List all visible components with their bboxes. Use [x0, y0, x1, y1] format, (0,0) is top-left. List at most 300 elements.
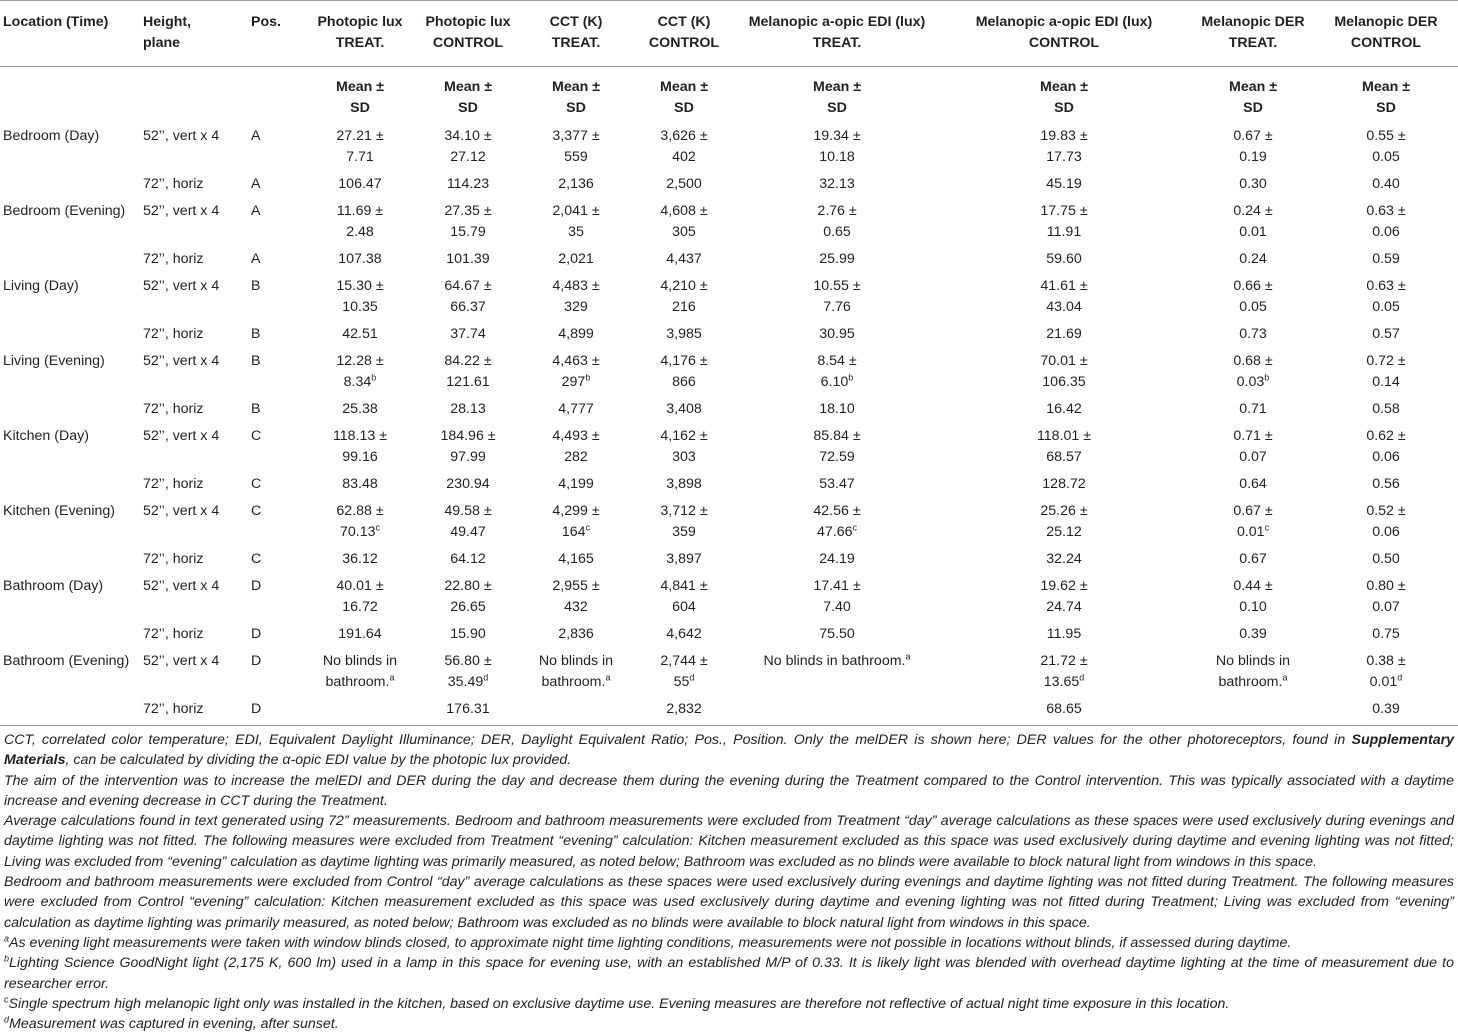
value-line: 4,165 — [558, 551, 594, 567]
height-plane-cell: 52’’, vert x 4 — [143, 653, 220, 669]
value-line: 66.37 — [450, 299, 486, 315]
mean-sd-label — [738, 67, 936, 124]
melanopic-edi-control-cell — [936, 696, 1192, 726]
value-line: 4,608 ± — [660, 203, 708, 219]
melanopic-edi-treatment-cell — [738, 321, 936, 348]
value-line: 0.67 — [1239, 551, 1267, 567]
melanopic-der-control-cell — [1314, 573, 1458, 621]
value-line: 4,777 — [558, 401, 594, 417]
value-line: 0.75 — [1372, 626, 1400, 642]
value-line: 0.72 ± — [1366, 353, 1406, 369]
value-line: 4,299 ± — [552, 503, 600, 519]
column-header-line: Pos. — [251, 14, 281, 30]
value-line: 15.90 — [450, 626, 486, 642]
position-cell: C — [251, 503, 262, 519]
table-row — [0, 546, 1458, 573]
melanopic-edi-treatment-cell — [738, 621, 936, 648]
value-line: 2,836 — [558, 626, 594, 642]
footnote-marker: b — [4, 953, 10, 964]
footnote-marker: c — [852, 522, 857, 533]
value-line: 16.42 — [1046, 401, 1082, 417]
value-line: 3,408 — [666, 401, 702, 417]
table-row — [0, 198, 1458, 246]
cct-control-cell — [630, 123, 738, 171]
footnote-marker: a — [1282, 672, 1288, 683]
value-line: 191.64 — [338, 626, 382, 642]
column-header — [1192, 1, 1314, 67]
location-cell — [0, 621, 140, 648]
cct-treatment-cell — [522, 546, 630, 573]
value-line: 0.05 — [1239, 299, 1267, 315]
value-line: 0.52 ± — [1366, 503, 1406, 519]
melanopic-edi-control-cell — [936, 498, 1192, 546]
table-row — [0, 246, 1458, 273]
column-header-line: TREAT. — [551, 35, 601, 51]
value-line: 85.84 ± — [813, 428, 861, 444]
value-line: 0.63 ± — [1366, 203, 1406, 219]
column-header-line: CONTROL — [432, 35, 504, 51]
value-line: 0.62 ± — [1366, 428, 1406, 444]
value-line: 0.01 — [1239, 224, 1267, 240]
value-line: 21.69 — [1046, 326, 1082, 342]
mean-sd-line: SD — [674, 100, 694, 116]
photopic-lux-control-cell — [414, 396, 522, 423]
empty-cell — [248, 67, 306, 124]
photopic-lux-treatment-cell — [306, 423, 414, 471]
value-line: 114.23 — [446, 176, 490, 192]
position-cell: B — [251, 278, 261, 294]
column-header-line: CONTROL — [648, 35, 720, 51]
value-line: 17.41 ± — [813, 578, 861, 594]
mean-sd-line: SD — [1054, 100, 1074, 116]
value-line: 432 — [564, 599, 588, 615]
column-header — [630, 1, 738, 67]
value-line: 0.64 — [1239, 476, 1267, 492]
melanopic-edi-treatment-cell — [738, 396, 936, 423]
footnote-marker: a — [605, 672, 611, 683]
mean-sd-line: Mean ± — [660, 79, 708, 95]
footnote-marker: b — [585, 372, 591, 383]
photopic-lux-treatment-cell — [306, 273, 414, 321]
mean-sd-label — [414, 67, 522, 124]
location-cell: Living (Evening) — [3, 353, 105, 369]
location-cell — [0, 246, 140, 273]
value-line: 19.62 ± — [1040, 578, 1088, 594]
melanopic-der-control-cell — [1314, 648, 1458, 696]
value-line: 68.65 — [1046, 701, 1082, 717]
melanopic-edi-control-cell — [936, 321, 1192, 348]
column-header — [0, 1, 140, 67]
value-line: 0.71 ± — [1233, 428, 1273, 444]
value-line: 27.21 ± — [336, 128, 384, 144]
value-line: 7.71 — [346, 149, 374, 165]
photopic-lux-control-cell — [414, 423, 522, 471]
value-line: 0.07 — [1372, 599, 1400, 615]
melanopic-der-control-cell — [1314, 198, 1458, 246]
footnote-marker: d — [689, 672, 695, 683]
height-plane-cell: 72’’, horiz — [143, 626, 204, 642]
cct-control-cell — [630, 321, 738, 348]
melanopic-der-control-cell — [1314, 321, 1458, 348]
value-line: 0.01 — [1236, 524, 1265, 540]
melanopic-der-treatment-cell — [1192, 123, 1314, 171]
mean-sd-label — [630, 67, 738, 124]
value-line: 25.38 — [342, 401, 378, 417]
melanopic-edi-treatment-cell — [738, 198, 936, 246]
cct-control-cell — [630, 546, 738, 573]
value-line: 45.19 — [1046, 176, 1082, 192]
value-line: 297 — [561, 374, 586, 390]
value-line: 0.40 — [1372, 176, 1400, 192]
position-cell: A — [251, 176, 261, 192]
value-line: 25.12 — [1046, 524, 1082, 540]
value-line: 47.66 — [816, 524, 853, 540]
note-text: CCT, correlated color temperature; EDI, Equivalent Daylight Illuminance; DER, Daylight Equivalent Ratio; Pos., Position. Only the melDER is shown here; DER values for the other photoreceptors, found in — [4, 732, 1352, 748]
mean-sd-line: SD — [1243, 100, 1263, 116]
cct-treatment-cell — [522, 696, 630, 726]
photopic-lux-control-cell — [414, 648, 522, 696]
cct-treatment-cell — [522, 621, 630, 648]
value-line: 25.99 — [819, 251, 855, 267]
height-plane-cell: 52’’, vert x 4 — [143, 203, 220, 219]
value-line: 2,832 — [666, 701, 702, 717]
value-line: 43.04 — [1046, 299, 1082, 315]
value-line: 118.13 ± — [332, 428, 388, 444]
value-line: 7.40 — [823, 599, 851, 615]
value-line: 0.67 ± — [1233, 503, 1273, 519]
value-line: 25.26 ± — [1040, 503, 1088, 519]
value-line: 75.50 — [819, 626, 855, 642]
value-line: 0.24 — [1239, 251, 1267, 267]
value-line: 0.63 ± — [1366, 278, 1406, 294]
cct-control-cell — [630, 246, 738, 273]
photopic-lux-treatment-cell — [306, 573, 414, 621]
position-cell: B — [251, 326, 261, 342]
table-row — [0, 396, 1458, 423]
location-cell — [0, 171, 140, 198]
value-line: 11.95 — [1046, 626, 1082, 642]
melanopic-edi-control-cell — [936, 198, 1192, 246]
value-line: 18.10 — [819, 401, 855, 417]
table-row — [0, 123, 1458, 171]
mean-sd-line: Mean ± — [1362, 79, 1410, 95]
height-plane-cell: 72’’, horiz — [143, 476, 204, 492]
value-line: 0.06 — [1372, 524, 1400, 540]
value-line: 4,162 ± — [660, 428, 708, 444]
value-line: 22.80 ± — [444, 578, 492, 594]
mean-sd-line: SD — [827, 100, 847, 116]
value-line: 184.96 ± — [440, 428, 496, 444]
value-line: 35.49 — [447, 674, 484, 690]
photopic-lux-control-cell — [414, 348, 522, 396]
height-plane-cell: 52’’, vert x 4 — [143, 428, 220, 444]
height-plane-cell: 72’’, horiz — [143, 326, 204, 342]
melanopic-der-control-cell — [1314, 621, 1458, 648]
value-line: 32.13 — [819, 176, 855, 192]
value-line: 19.34 ± — [813, 128, 861, 144]
footnote-text: Lighting Science GoodNight light (2,175 K, 600 lm) used in a lamp in this space for evening use, with an established M/P of 0.33. It is likely light was blended with overhead daytime lighting at the time of measurement due to researcher error. — [4, 955, 1454, 992]
melanopic-edi-control-cell — [936, 423, 1192, 471]
column-header-line: Height, — [143, 14, 192, 30]
value-line: 164 — [561, 524, 586, 540]
cct-treatment-cell — [522, 648, 630, 696]
height-plane-cell: 72’’, horiz — [140, 696, 248, 726]
value-line: 8.54 ± — [817, 353, 857, 369]
footnote-marker: b — [1264, 372, 1270, 383]
column-header-line: Location (Time) — [3, 14, 109, 30]
value-line: 3,897 — [666, 551, 702, 567]
location-cell: Bathroom (Evening) — [3, 653, 130, 669]
value-line: 15.79 — [450, 224, 486, 240]
photopic-lux-control-cell — [414, 696, 522, 726]
treatment-averages-note: Average calculations found in text generated using 72” measurements. Bedroom and bathroom measurements were excluded from Treatment “day” average calculations as these spaces were used exclusively during evenings and daytime lighting was not fitted. The following measures were excluded from Treatment “evening” calculation: Kitchen measurement excluded as this space was used exclusively during daytime and evening lighting was not fitted; Living was excluded from “evening” calculation as daytime lighting was primarily measured, as noted below; Bathroom was excluded as no blinds were available to block natural light from windows in this space. — [4, 813, 1454, 870]
melanopic-edi-control-cell — [936, 648, 1192, 696]
value-line: 97.99 — [450, 449, 486, 465]
column-header-line: Melanopic DER — [1201, 14, 1305, 30]
table-subheader-row — [0, 67, 1458, 124]
footnote-c — [4, 994, 1454, 1014]
value-line: 11.69 ± — [336, 203, 384, 219]
supplementary-materials-reference: Supplementary Materials — [4, 732, 1454, 769]
table-row — [0, 573, 1458, 621]
value-line: 106.47 — [338, 176, 382, 192]
value-line: 32.24 — [1046, 551, 1082, 567]
footnote-marker: a — [389, 672, 395, 683]
melanopic-edi-control-cell — [936, 348, 1192, 396]
value-line: 0.05 — [1372, 149, 1400, 165]
cct-treatment-cell — [522, 123, 630, 171]
value-line: 4,199 — [558, 476, 594, 492]
photopic-lux-control-cell — [414, 573, 522, 621]
value-line: 0.67 ± — [1233, 128, 1273, 144]
photopic-lux-control-cell — [414, 123, 522, 171]
column-header-line: CONTROL — [1350, 35, 1422, 51]
table-row — [0, 498, 1458, 546]
value-line: 0.24 ± — [1233, 203, 1273, 219]
footnote-text: Single spectrum high melanopic light only was installed in the kitchen, based on exclusive daytime use. Evening measures are therefore not reflective of actual night time exposure in this location. — [8, 995, 1230, 1012]
photopic-lux-treatment-cell — [306, 246, 414, 273]
photopic-lux-control-cell — [414, 471, 522, 498]
cct-control-cell — [630, 198, 738, 246]
melanopic-der-control-cell — [1314, 696, 1458, 726]
value-line: 4,642 — [666, 626, 702, 642]
value-line: 8.34 — [343, 374, 372, 390]
value-line: 106.35 — [1042, 374, 1086, 390]
value-line: 6.10 — [820, 374, 849, 390]
photopic-lux-treatment-cell — [306, 648, 414, 696]
value-line: 53.47 — [819, 476, 855, 492]
location-cell — [0, 546, 140, 573]
melanopic-der-control-cell — [1314, 246, 1458, 273]
value-line: 10.35 — [342, 299, 378, 315]
melanopic-edi-control-cell — [936, 123, 1192, 171]
position-cell: D — [248, 696, 306, 726]
melanopic-edi-treatment-cell — [738, 171, 936, 198]
column-header — [414, 1, 522, 67]
table-row — [0, 423, 1458, 471]
value-line: 0.06 — [1372, 449, 1400, 465]
height-plane-cell: 52’’, vert x 4 — [143, 503, 220, 519]
photopic-lux-control-cell — [414, 546, 522, 573]
melanopic-der-control-cell — [1314, 546, 1458, 573]
value-line: 118.01 ± — [1036, 428, 1092, 444]
value-line: 30.95 — [819, 326, 855, 342]
photopic-lux-treatment-cell — [306, 696, 414, 726]
mean-sd-label — [936, 67, 1192, 124]
value-line: 4,463 ± — [552, 353, 600, 369]
melanopic-der-control-cell — [1314, 348, 1458, 396]
mean-sd-label — [1314, 67, 1458, 124]
location-cell: Bathroom (Day) — [3, 578, 104, 594]
melanopic-edi-treatment-cell — [738, 573, 936, 621]
cct-control-cell — [630, 498, 738, 546]
column-header-line: TREAT. — [335, 35, 385, 51]
value-line: 49.58 ± — [444, 503, 492, 519]
footnote-marker: d — [483, 672, 489, 683]
height-plane-cell: 72’’, horiz — [143, 551, 204, 567]
value-line: 68.57 — [1046, 449, 1082, 465]
melanopic-der-treatment-cell — [1192, 696, 1314, 726]
column-header-line: CCT (K) — [657, 14, 711, 30]
value-line: 4,210 ± — [660, 278, 708, 294]
value-line: 359 — [672, 524, 696, 540]
value-line: 42.56 ± — [813, 503, 861, 519]
value-line: No blinds in — [538, 653, 614, 669]
cct-control-cell — [630, 396, 738, 423]
mean-sd-label — [1192, 67, 1314, 124]
cct-control-cell — [630, 423, 738, 471]
value-line: 4,483 ± — [552, 278, 600, 294]
melanopic-edi-control-cell — [936, 246, 1192, 273]
value-line: 0.19 — [1239, 149, 1267, 165]
mean-sd-label — [522, 67, 630, 124]
value-line: 84.22 ± — [444, 353, 492, 369]
value-line: No blinds in — [1215, 653, 1291, 669]
photopic-lux-control-cell — [414, 273, 522, 321]
value-line: 4,899 — [558, 326, 594, 342]
table-row — [0, 648, 1458, 696]
value-line: 4,437 — [666, 251, 702, 267]
location-cell: Living (Day) — [3, 278, 79, 294]
footnote-text: As evening light measurements were taken with window blinds closed, to approximate night time lighting conditions, measurements were not possible in locations without blinds, if assessed during daytime. — [9, 934, 1292, 951]
melanopic-edi-treatment-cell — [738, 348, 936, 396]
footnote-marker: b — [371, 372, 377, 383]
location-cell: Bedroom (Evening) — [3, 203, 126, 219]
melanopic-edi-treatment-cell — [738, 546, 936, 573]
column-header-line: Photopic lux — [425, 14, 511, 30]
melanopic-der-control-cell — [1314, 273, 1458, 321]
melanopic-edi-treatment-cell — [738, 471, 936, 498]
value-line: 305 — [672, 224, 696, 240]
table-header-row — [0, 1, 1458, 67]
cct-control-cell — [630, 621, 738, 648]
melanopic-der-treatment-cell — [1192, 321, 1314, 348]
value-line: 0.10 — [1239, 599, 1267, 615]
melanopic-der-control-cell — [1314, 498, 1458, 546]
cct-treatment-cell — [522, 423, 630, 471]
location-cell: Bedroom (Day) — [3, 128, 100, 144]
melanopic-der-treatment-cell — [1192, 648, 1314, 696]
location-cell — [0, 321, 140, 348]
value-line: 0.58 — [1372, 401, 1400, 417]
melanopic-der-control-cell — [1314, 471, 1458, 498]
height-plane-cell: 52’’, vert x 4 — [143, 353, 220, 369]
value-line: 17.75 ± — [1040, 203, 1088, 219]
value-line: 64.67 ± — [444, 278, 492, 294]
value-line: 24.74 — [1046, 599, 1082, 615]
value-line: 70.01 ± — [1040, 353, 1088, 369]
melanopic-edi-control-cell — [936, 171, 1192, 198]
melanopic-der-treatment-cell — [1192, 273, 1314, 321]
table-row — [0, 273, 1458, 321]
position-cell: C — [251, 476, 262, 492]
footnote-marker: b — [848, 372, 854, 383]
value-line: 0.56 — [1372, 476, 1400, 492]
melanopic-der-treatment-cell — [1192, 348, 1314, 396]
value-line: 0.03 — [1236, 374, 1265, 390]
melanopic-der-treatment-cell — [1192, 471, 1314, 498]
table-row — [0, 348, 1458, 396]
cct-treatment-cell — [522, 348, 630, 396]
cct-treatment-cell — [522, 573, 630, 621]
position-cell: D — [251, 653, 262, 669]
value-line: 3,898 — [666, 476, 702, 492]
value-line: 3,985 — [666, 326, 702, 342]
value-line: 28.13 — [450, 401, 486, 417]
melanopic-edi-treatment-cell — [738, 498, 936, 546]
photopic-lux-treatment-cell — [306, 171, 414, 198]
table-row — [0, 696, 1458, 726]
footnote-marker: d — [1397, 672, 1403, 683]
table-row — [0, 321, 1458, 348]
column-header-line: plane — [143, 35, 181, 51]
melanopic-der-treatment-cell — [1192, 171, 1314, 198]
photopic-lux-treatment-cell — [306, 348, 414, 396]
value-line: 37.74 — [450, 326, 486, 342]
value-line: 0.55 ± — [1366, 128, 1406, 144]
mean-sd-line: Mean ± — [813, 79, 861, 95]
column-header — [140, 1, 248, 67]
height-plane-cell: 52’’, vert x 4 — [143, 278, 220, 294]
mean-sd-line: Mean ± — [1229, 79, 1277, 95]
mean-sd-line: Mean ± — [552, 79, 600, 95]
melanopic-edi-control-cell — [936, 546, 1192, 573]
table-footnotes — [0, 726, 1458, 1034]
value-line: 216 — [672, 299, 696, 315]
location-cell — [0, 696, 140, 726]
photopic-lux-treatment-cell — [306, 198, 414, 246]
melanopic-edi-treatment-cell — [738, 123, 936, 171]
cct-control-cell — [630, 471, 738, 498]
value-line: 27.12 — [450, 149, 486, 165]
height-plane-cell: 72’’, horiz — [143, 401, 204, 417]
value-line: 12.28 ± — [336, 353, 384, 369]
footnote-marker: d — [1079, 672, 1085, 683]
footnote-marker: d — [4, 1014, 10, 1025]
value-line: 13.65 — [1043, 674, 1080, 690]
footnote-b — [4, 953, 1454, 994]
value-line: 121.61 — [446, 374, 490, 390]
value-line: 0.07 — [1239, 449, 1267, 465]
position-cell: A — [251, 203, 261, 219]
value-line: 0.80 ± — [1366, 578, 1406, 594]
melanopic-edi-control-cell — [936, 573, 1192, 621]
cct-control-cell — [630, 348, 738, 396]
photopic-lux-treatment-cell — [306, 123, 414, 171]
cct-treatment-cell — [522, 396, 630, 423]
value-line: 10.18 — [819, 149, 855, 165]
melanopic-der-treatment-cell — [1192, 423, 1314, 471]
